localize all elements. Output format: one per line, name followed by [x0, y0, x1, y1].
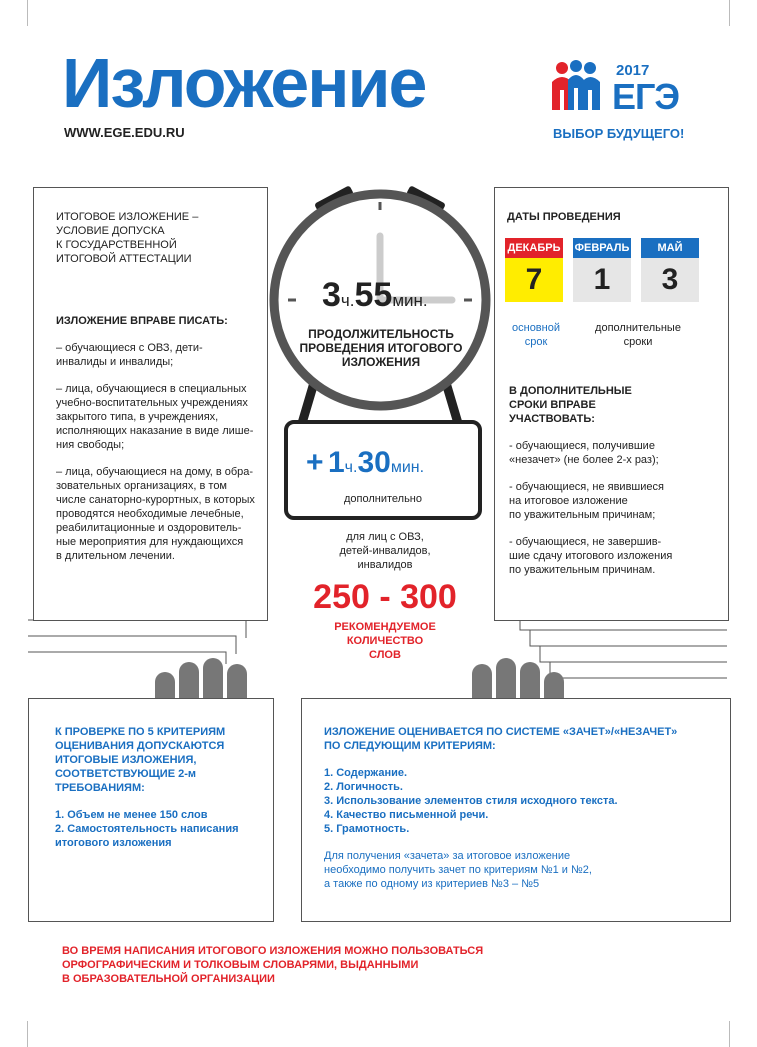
extra-term-heading: В ДОПОЛНИТЕЛЬНЫЕ СРОКИ ВПРАВЕ УЧАСТВОВАТЬ:: [509, 385, 632, 425]
date-day: 1: [573, 258, 631, 302]
criteria-item: 5. Грамотность.: [324, 823, 410, 835]
crop-mark: [27, 0, 28, 26]
main-term-label: основной срок: [512, 322, 560, 348]
grading-note: Для получения «зачета» за итоговое изложение необходимо получить зачет по критериям №1 и №2, а также по одному из критериев №3 – №5: [324, 850, 592, 890]
ege-logo: [548, 58, 708, 148]
list-item: – лица, обучающиеся в специальных учебно-воспитательных учреждениях закрытого типа, в учреждениях, исполняющих наказание в виде лише- ния свободы;: [56, 383, 254, 451]
date-day: 3: [641, 258, 699, 302]
left-info-panel: [33, 187, 268, 621]
people-logo-icon: [548, 58, 612, 116]
list-item: – лица, обучающиеся на дому, в обра- зовательных организациях, в том числе санаторно-курортных, в которых проводятся необходимые лечебные, реабилитационные и оздоровитель- ные мероприятия для нуждающихся в длительном лечении.: [56, 466, 255, 562]
extra-term-label: дополнительные сроки: [595, 322, 681, 348]
word-count-label: РЕКОМЕНДУЕМОЕ КОЛИЧЕСТВО СЛОВ: [334, 621, 436, 661]
crop-mark: [729, 1021, 730, 1047]
crop-mark: [27, 1021, 28, 1047]
criteria-item: 1. Содержание.: [324, 767, 408, 779]
extra-note: для лиц с ОВЗ, детей-инвалидов, инвалидов: [339, 531, 431, 571]
list-item: - обучающиеся, не явившиеся на итоговое изложение по уважительным причинам;: [509, 481, 664, 521]
clock-hours-unit: ч.: [340, 291, 355, 310]
extra-label: дополнительно: [343, 493, 422, 505]
criteria-item: 4. Качество письменной речи.: [324, 809, 489, 821]
list-item: - обучающиеся, получившие «незачет» (не более 2-х раз);: [509, 440, 659, 466]
list-item: - обучающиеся, не завершив- шие сдачу итогового изложения по уважительным причинам.: [509, 536, 673, 576]
date-card-december: [505, 238, 563, 302]
extra-hours: 1: [327, 446, 345, 479]
duration-caption: ПРОДОЛЖИТЕЛЬНОСТЬ ПРОВЕДЕНИЯ ИТОГОВОГО ИЗЛОЖЕНИЯ: [299, 327, 463, 369]
list-item: – обучающиеся с ОВЗ, дети- инвалиды и инвалиды;: [56, 342, 203, 368]
list-item: 2. Самостоятельность написания итогового изложения: [55, 823, 239, 849]
word-count-range: 250 - 300: [313, 578, 457, 616]
dates-heading: ДАТЫ ПРОВЕДЕНИЯ: [507, 211, 621, 223]
extra-hours-unit: ч.: [344, 459, 358, 476]
website-link[interactable]: WWW.EGE.EDU.RU: [64, 125, 185, 140]
date-card-may: [641, 238, 699, 302]
left-hand-icon: [155, 658, 255, 700]
criteria-item: 2. Логичность.: [324, 781, 403, 793]
requirements-heading: К ПРОВЕРКЕ ПО 5 КРИТЕРИЯМ ОЦЕНИВАНИЯ ДОПУСКАЮТСЯ ИТОГОВЫЕ ИЗЛОЖЕНИЯ, СООТВЕТСТВУЮЩИЕ 2-м ТРЕБОВАНИЯМ:: [55, 726, 226, 794]
logo-word: ЕГЭ: [612, 76, 680, 117]
who-can-write-heading: ИЗЛОЖЕНИЕ ВПРАВЕ ПИСАТЬ:: [56, 315, 228, 327]
dictionary-notice: ВО ВРЕМЯ НАПИСАНИЯ ИТОГОВОГО ИЗЛОЖЕНИЯ МОЖНО ПОЛЬЗОВАТЬСЯ ОРФОГРАФИЧЕСКИМ И ТОЛКОВЫМ СЛОВАРЯМИ, ВЫДАННЫМИ В ОБРАЗОВАТЕЛЬНОЙ ОРГАНИЗАЦИИ: [62, 945, 484, 985]
extra-plus: +: [306, 446, 324, 479]
extra-minutes: 30: [357, 446, 391, 479]
criteria-item: 3. Использование элементов стиля исходного текста.: [324, 795, 618, 807]
grading-criteria-panel: [301, 698, 731, 922]
grading-heading: ИЗЛОЖЕНИЕ ОЦЕНИВАЕТСЯ ПО СИСТЕМЕ «ЗАЧЕТ»/«НЕЗАЧЕТ» ПО СЛЕДУЮЩИМ КРИТЕРИЯМ:: [324, 726, 678, 752]
date-card-february: [573, 238, 631, 302]
logo-year: 2017: [616, 62, 650, 79]
page-title: Изложение: [62, 44, 426, 122]
date-month: ДЕКАБРЬ: [505, 238, 563, 258]
right-info-panel: [494, 187, 729, 621]
intro-text: ИТОГОВОЕ ИЗЛОЖЕНИЕ – УСЛОВИЕ ДОПУСКА К ГОСУДАРСТВЕННОЙ ИТОГОВОЙ АТТЕСТАЦИИ: [56, 211, 199, 265]
date-day: 7: [505, 258, 563, 302]
extra-time-box: [284, 420, 482, 520]
crop-mark: [729, 0, 730, 26]
date-month: МАЙ: [641, 238, 699, 258]
extra-time: [306, 446, 424, 480]
date-month: ФЕВРАЛЬ: [573, 238, 631, 258]
right-hand-icon: [472, 658, 572, 700]
clock-hours: 3: [322, 276, 341, 314]
list-item: 1. Объем не менее 150 слов: [55, 809, 208, 821]
extra-minutes-unit: мин.: [390, 459, 425, 476]
criteria-requirements-panel: [28, 698, 274, 922]
clock-time: [322, 276, 428, 315]
logo-slogan: ВЫБОР БУДУЩЕГО!: [553, 126, 685, 141]
clock-minutes: 55: [354, 276, 393, 314]
clock-minutes-unit: мин.: [392, 291, 428, 310]
